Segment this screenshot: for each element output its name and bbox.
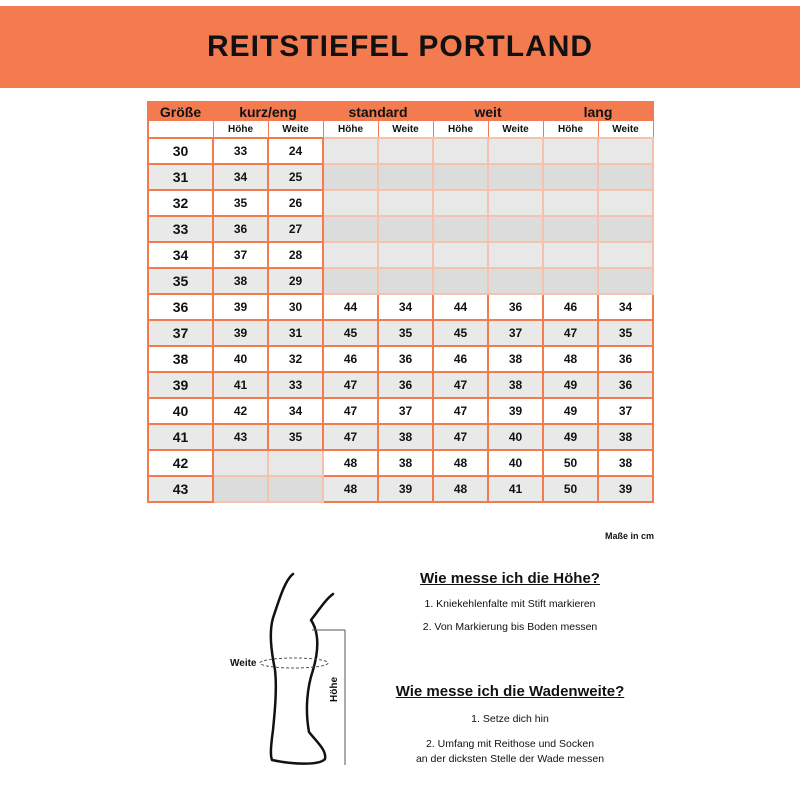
size-row (148, 242, 653, 268)
weite-cell: 39 (488, 398, 543, 424)
hoehe-cell (323, 190, 378, 216)
weite-cell (378, 190, 433, 216)
unit-note: Maße in cm (604, 531, 654, 541)
hoehe-cell (213, 450, 268, 476)
sub-header-hoehe: Höhe (433, 121, 488, 139)
size-row (148, 294, 653, 320)
size-cell: 43 (148, 476, 213, 502)
weite-cell: 36 (598, 372, 653, 398)
hoehe-cell: 35 (213, 190, 268, 216)
hoehe-cell: 48 (543, 346, 598, 372)
weite-cell: 34 (268, 398, 323, 424)
hoehe-cell: 43 (213, 424, 268, 450)
hoehe-cell (543, 242, 598, 268)
height-step-2: 2. Von Markierung bis Boden messen (422, 621, 598, 633)
hoehe-cell: 49 (543, 372, 598, 398)
size-cell: 35 (148, 268, 213, 294)
hoehe-cell: 47 (323, 398, 378, 424)
weite-cell: 38 (378, 450, 433, 476)
hoehe-cell: 48 (433, 450, 488, 476)
hoehe-cell: 48 (323, 450, 378, 476)
hoehe-cell (543, 216, 598, 242)
weite-cell: 26 (268, 190, 323, 216)
hoehe-cell (543, 164, 598, 190)
size-cell: 39 (148, 372, 213, 398)
group-header-lang: lang (543, 102, 653, 121)
hoehe-cell: 41 (213, 372, 268, 398)
weite-cell: 28 (268, 242, 323, 268)
weite-cell: 40 (488, 450, 543, 476)
weite-cell (378, 242, 433, 268)
hoehe-cell (323, 242, 378, 268)
size-row (148, 190, 653, 216)
weite-cell (598, 268, 653, 294)
weite-cell (488, 138, 543, 164)
weite-cell: 41 (488, 476, 543, 502)
calf-step-2a: 2. Umfang mit Reithose und Socken (425, 738, 595, 750)
weite-cell (378, 138, 433, 164)
hoehe-cell (323, 268, 378, 294)
weite-cell (488, 216, 543, 242)
sub-header-hoehe: Höhe (213, 121, 268, 139)
weite-cell: 30 (268, 294, 323, 320)
weite-cell (488, 242, 543, 268)
size-row (148, 268, 653, 294)
weite-cell (488, 268, 543, 294)
weite-cell: 32 (268, 346, 323, 372)
weite-cell: 36 (598, 346, 653, 372)
hoehe-cell (213, 476, 268, 502)
label-hoehe: Höhe (329, 677, 340, 702)
weite-cell (598, 164, 653, 190)
hoehe-cell (433, 242, 488, 268)
size-row (148, 372, 653, 398)
height-heading: Wie messe ich die Höhe? (420, 570, 600, 587)
weite-cell: 39 (598, 476, 653, 502)
weite-cell (598, 242, 653, 268)
group-header-weit: weit (433, 102, 543, 121)
weite-cell (268, 450, 323, 476)
hoehe-cell: 46 (323, 346, 378, 372)
size-row (148, 476, 653, 502)
weite-cell: 38 (488, 346, 543, 372)
hoehe-cell (543, 268, 598, 294)
hoehe-cell (323, 138, 378, 164)
hoehe-cell: 45 (433, 320, 488, 346)
hoehe-cell (543, 190, 598, 216)
size-cell: 31 (148, 164, 213, 190)
size-row (148, 450, 653, 476)
hoehe-cell (433, 138, 488, 164)
hoehe-cell: 44 (433, 294, 488, 320)
calf-instructions (355, 683, 665, 767)
calf-step-1: 1. Setze dich hin (471, 713, 549, 725)
weite-cell: 36 (488, 294, 543, 320)
size-cell: 32 (148, 190, 213, 216)
size-row (148, 424, 653, 450)
size-cell: 40 (148, 398, 213, 424)
calf-heading: Wie messe ich die Wadenweite? (395, 683, 625, 700)
hoehe-cell: 49 (543, 398, 598, 424)
size-row (148, 398, 653, 424)
hoehe-cell: 50 (543, 476, 598, 502)
height-instructions (355, 570, 665, 635)
weite-cell: 36 (378, 372, 433, 398)
size-row (148, 320, 653, 346)
calf-step-2b: an der dicksten Stelle der Wade messen (415, 753, 605, 765)
hoehe-cell: 37 (213, 242, 268, 268)
weite-cell: 39 (378, 476, 433, 502)
size-cell: 38 (148, 346, 213, 372)
size-row (148, 346, 653, 372)
weite-cell: 35 (598, 320, 653, 346)
group-header-kurz-eng: kurz/eng (213, 102, 323, 121)
hoehe-cell: 33 (213, 138, 268, 164)
label-weite: Weite (230, 658, 257, 669)
hoehe-cell (433, 268, 488, 294)
height-step-1: 1. Kniekehlenfalte mit Stift markieren (424, 598, 596, 610)
weite-cell (378, 164, 433, 190)
hoehe-cell: 39 (213, 320, 268, 346)
size-cell: 36 (148, 294, 213, 320)
weite-cell: 31 (268, 320, 323, 346)
hoehe-cell: 47 (433, 424, 488, 450)
weite-cell (598, 216, 653, 242)
hoehe-cell: 36 (213, 216, 268, 242)
sub-header-hoehe: Höhe (543, 121, 598, 139)
hoehe-cell (543, 138, 598, 164)
hoehe-cell: 38 (213, 268, 268, 294)
size-table (147, 101, 654, 503)
weite-cell: 33 (268, 372, 323, 398)
size-cell: 33 (148, 216, 213, 242)
size-cell: 34 (148, 242, 213, 268)
weite-cell: 37 (378, 398, 433, 424)
weite-cell: 37 (598, 398, 653, 424)
hoehe-cell: 47 (543, 320, 598, 346)
weite-cell: 24 (268, 138, 323, 164)
weite-cell: 38 (598, 424, 653, 450)
sub-header-empty (148, 121, 213, 139)
weite-cell (598, 190, 653, 216)
hoehe-cell: 47 (323, 424, 378, 450)
weite-cell: 29 (268, 268, 323, 294)
weite-cell: 27 (268, 216, 323, 242)
hoehe-cell: 47 (323, 372, 378, 398)
hoehe-cell: 34 (213, 164, 268, 190)
weite-cell: 38 (598, 450, 653, 476)
weite-cell (268, 476, 323, 502)
hoehe-cell: 49 (543, 424, 598, 450)
weite-cell: 36 (378, 346, 433, 372)
weite-cell: 34 (598, 294, 653, 320)
hoehe-cell: 47 (433, 398, 488, 424)
weite-cell: 37 (488, 320, 543, 346)
weite-cell: 35 (268, 424, 323, 450)
hoehe-cell (323, 216, 378, 242)
hoehe-cell: 48 (433, 476, 488, 502)
hoehe-cell: 44 (323, 294, 378, 320)
hoehe-cell (433, 190, 488, 216)
weite-cell (598, 138, 653, 164)
title-banner (0, 6, 800, 88)
weite-cell: 38 (378, 424, 433, 450)
hoehe-cell: 48 (323, 476, 378, 502)
hoehe-cell: 50 (543, 450, 598, 476)
hoehe-cell: 45 (323, 320, 378, 346)
sub-header-hoehe: Höhe (323, 121, 378, 139)
hoehe-cell: 40 (213, 346, 268, 372)
sub-header-weite: Weite (378, 121, 433, 139)
sub-header-weite: Weite (598, 121, 653, 139)
hoehe-cell (323, 164, 378, 190)
weite-cell (488, 190, 543, 216)
weite-cell: 34 (378, 294, 433, 320)
page-title: REITSTIEFEL PORTLAND (206, 30, 594, 63)
weite-cell: 38 (488, 372, 543, 398)
hoehe-cell: 47 (433, 372, 488, 398)
calf-measure-ellipse (260, 658, 328, 668)
size-row (148, 216, 653, 242)
group-header-standard: standard (323, 102, 433, 121)
weite-cell: 25 (268, 164, 323, 190)
size-cell: 42 (148, 450, 213, 476)
size-row (148, 138, 653, 164)
hoehe-cell: 39 (213, 294, 268, 320)
weite-cell (378, 216, 433, 242)
group-header-row (148, 102, 653, 121)
size-row (148, 164, 653, 190)
size-header: Größe (148, 102, 213, 121)
hoehe-cell: 46 (433, 346, 488, 372)
size-cell: 41 (148, 424, 213, 450)
sub-header-row (148, 121, 653, 139)
sub-header-weite: Weite (488, 121, 543, 139)
boot-leg-icon (271, 574, 333, 764)
hoehe-cell (433, 164, 488, 190)
weite-cell (378, 268, 433, 294)
hoehe-cell (433, 216, 488, 242)
sub-header-weite: Weite (268, 121, 323, 139)
weite-cell: 40 (488, 424, 543, 450)
size-cell: 37 (148, 320, 213, 346)
weite-cell: 35 (378, 320, 433, 346)
hoehe-cell: 42 (213, 398, 268, 424)
hoehe-cell: 46 (543, 294, 598, 320)
weite-cell (488, 164, 543, 190)
size-cell: 30 (148, 138, 213, 164)
